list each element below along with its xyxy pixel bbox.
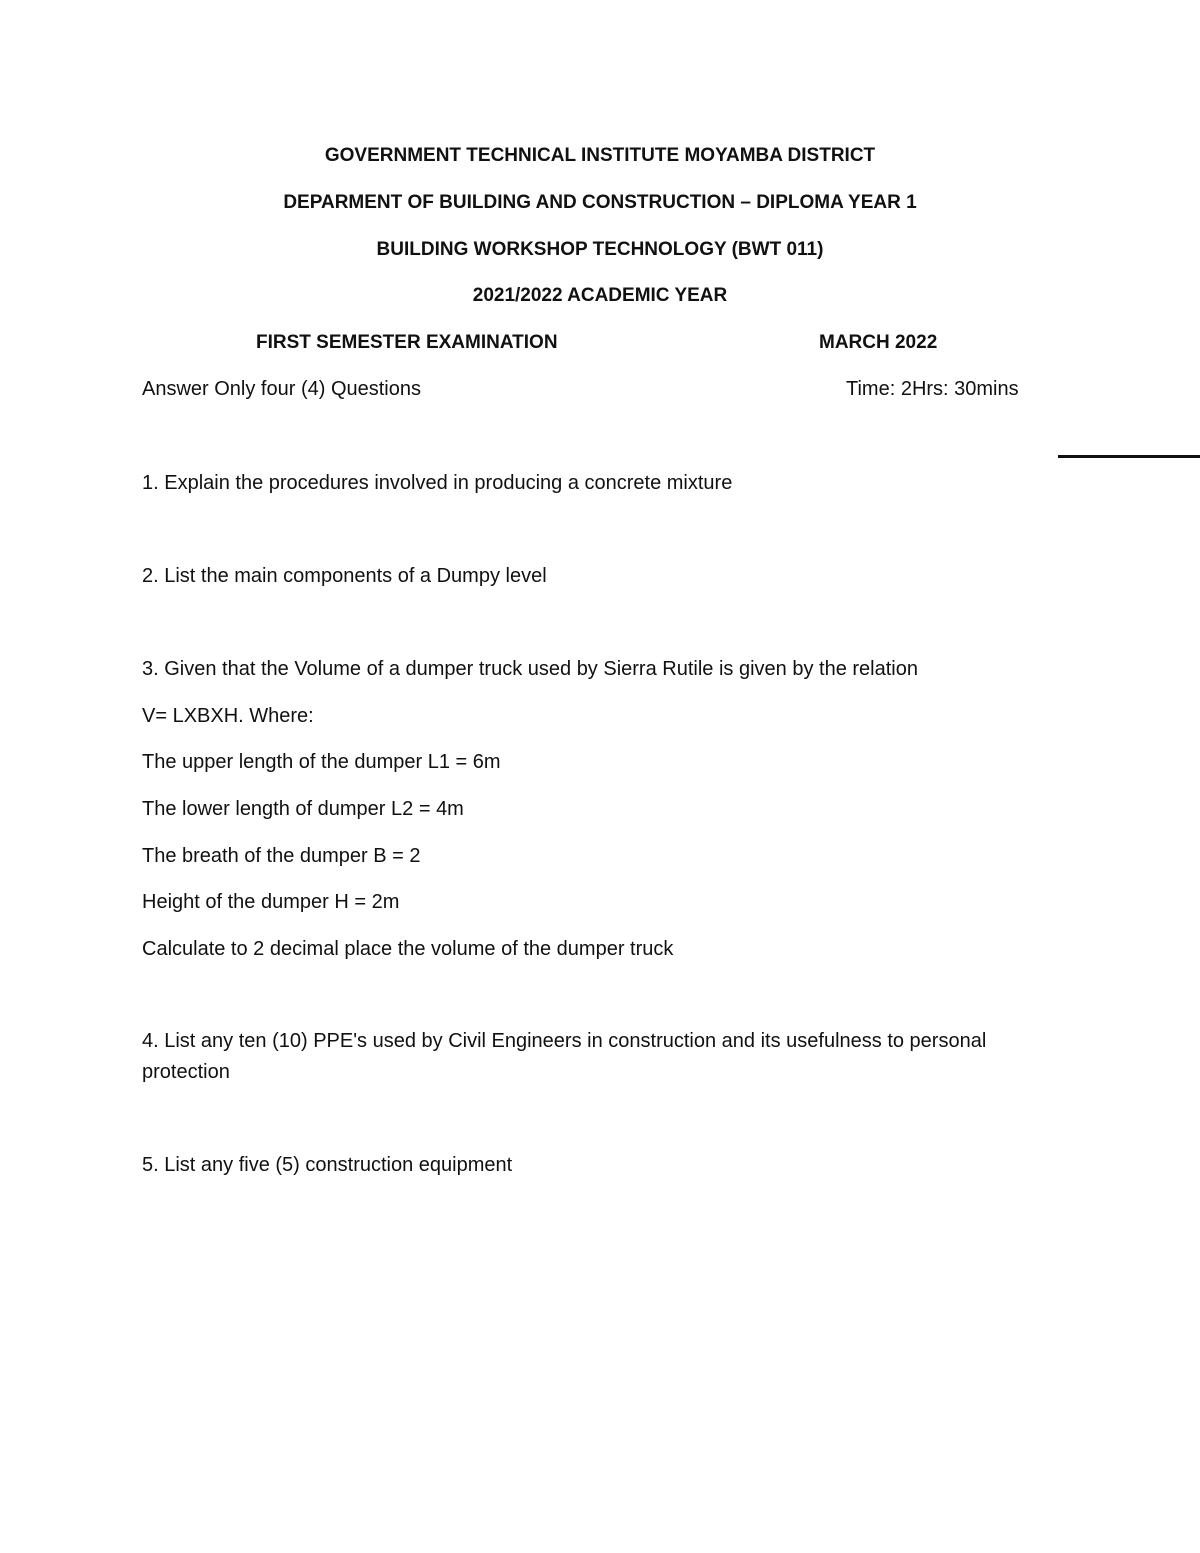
question-2: 2. List the main components of a Dumpy level bbox=[142, 565, 547, 587]
question-5: 5. List any five (5) construction equipment bbox=[142, 1154, 513, 1176]
question-3-upper-length: The upper length of the dumper L1 = 6m bbox=[142, 751, 501, 773]
exam-name: FIRST SEMESTER EXAMINATION bbox=[256, 332, 558, 353]
question-3-task: Calculate to 2 decimal place the volume of the dumper truck bbox=[142, 938, 674, 960]
exam-date: MARCH 2022 bbox=[819, 332, 938, 353]
question-4: 4. List any ten (10) PPE's used by Civil Engineers in construction and its usefulness to personal protection bbox=[142, 1030, 987, 1083]
question-3-lower-length: The lower length of dumper L2 = 4m bbox=[142, 798, 464, 820]
time-allowed: Time: 2Hrs: 30mins bbox=[846, 378, 1019, 400]
institute-title: GOVERNMENT TECHNICAL INSTITUTE MOYAMBA DISTRICT bbox=[324, 145, 876, 166]
question-3-breadth: The breath of the dumper B = 2 bbox=[142, 845, 421, 867]
question-3-intro: 3. Given that the Volume of a dumper truck used by Sierra Rutile is given by the relation bbox=[142, 658, 918, 680]
question-1: 1. Explain the procedures involved in producing a concrete mixture bbox=[142, 472, 733, 494]
answer-instruction: Answer Only four (4) Questions bbox=[142, 378, 421, 400]
margin-rule bbox=[1058, 455, 1200, 458]
academic-year: 2021/2022 ACADEMIC YEAR bbox=[472, 285, 728, 306]
department-title: DEPARMENT OF BUILDING AND CONSTRUCTION – DIPLOMA YEAR 1 bbox=[283, 192, 917, 213]
course-title: BUILDING WORKSHOP TECHNOLOGY (BWT 011) bbox=[376, 239, 824, 260]
question-3-formula: V= LXBXH. Where: bbox=[142, 705, 314, 727]
question-3-height: Height of the dumper H = 2m bbox=[142, 891, 400, 913]
